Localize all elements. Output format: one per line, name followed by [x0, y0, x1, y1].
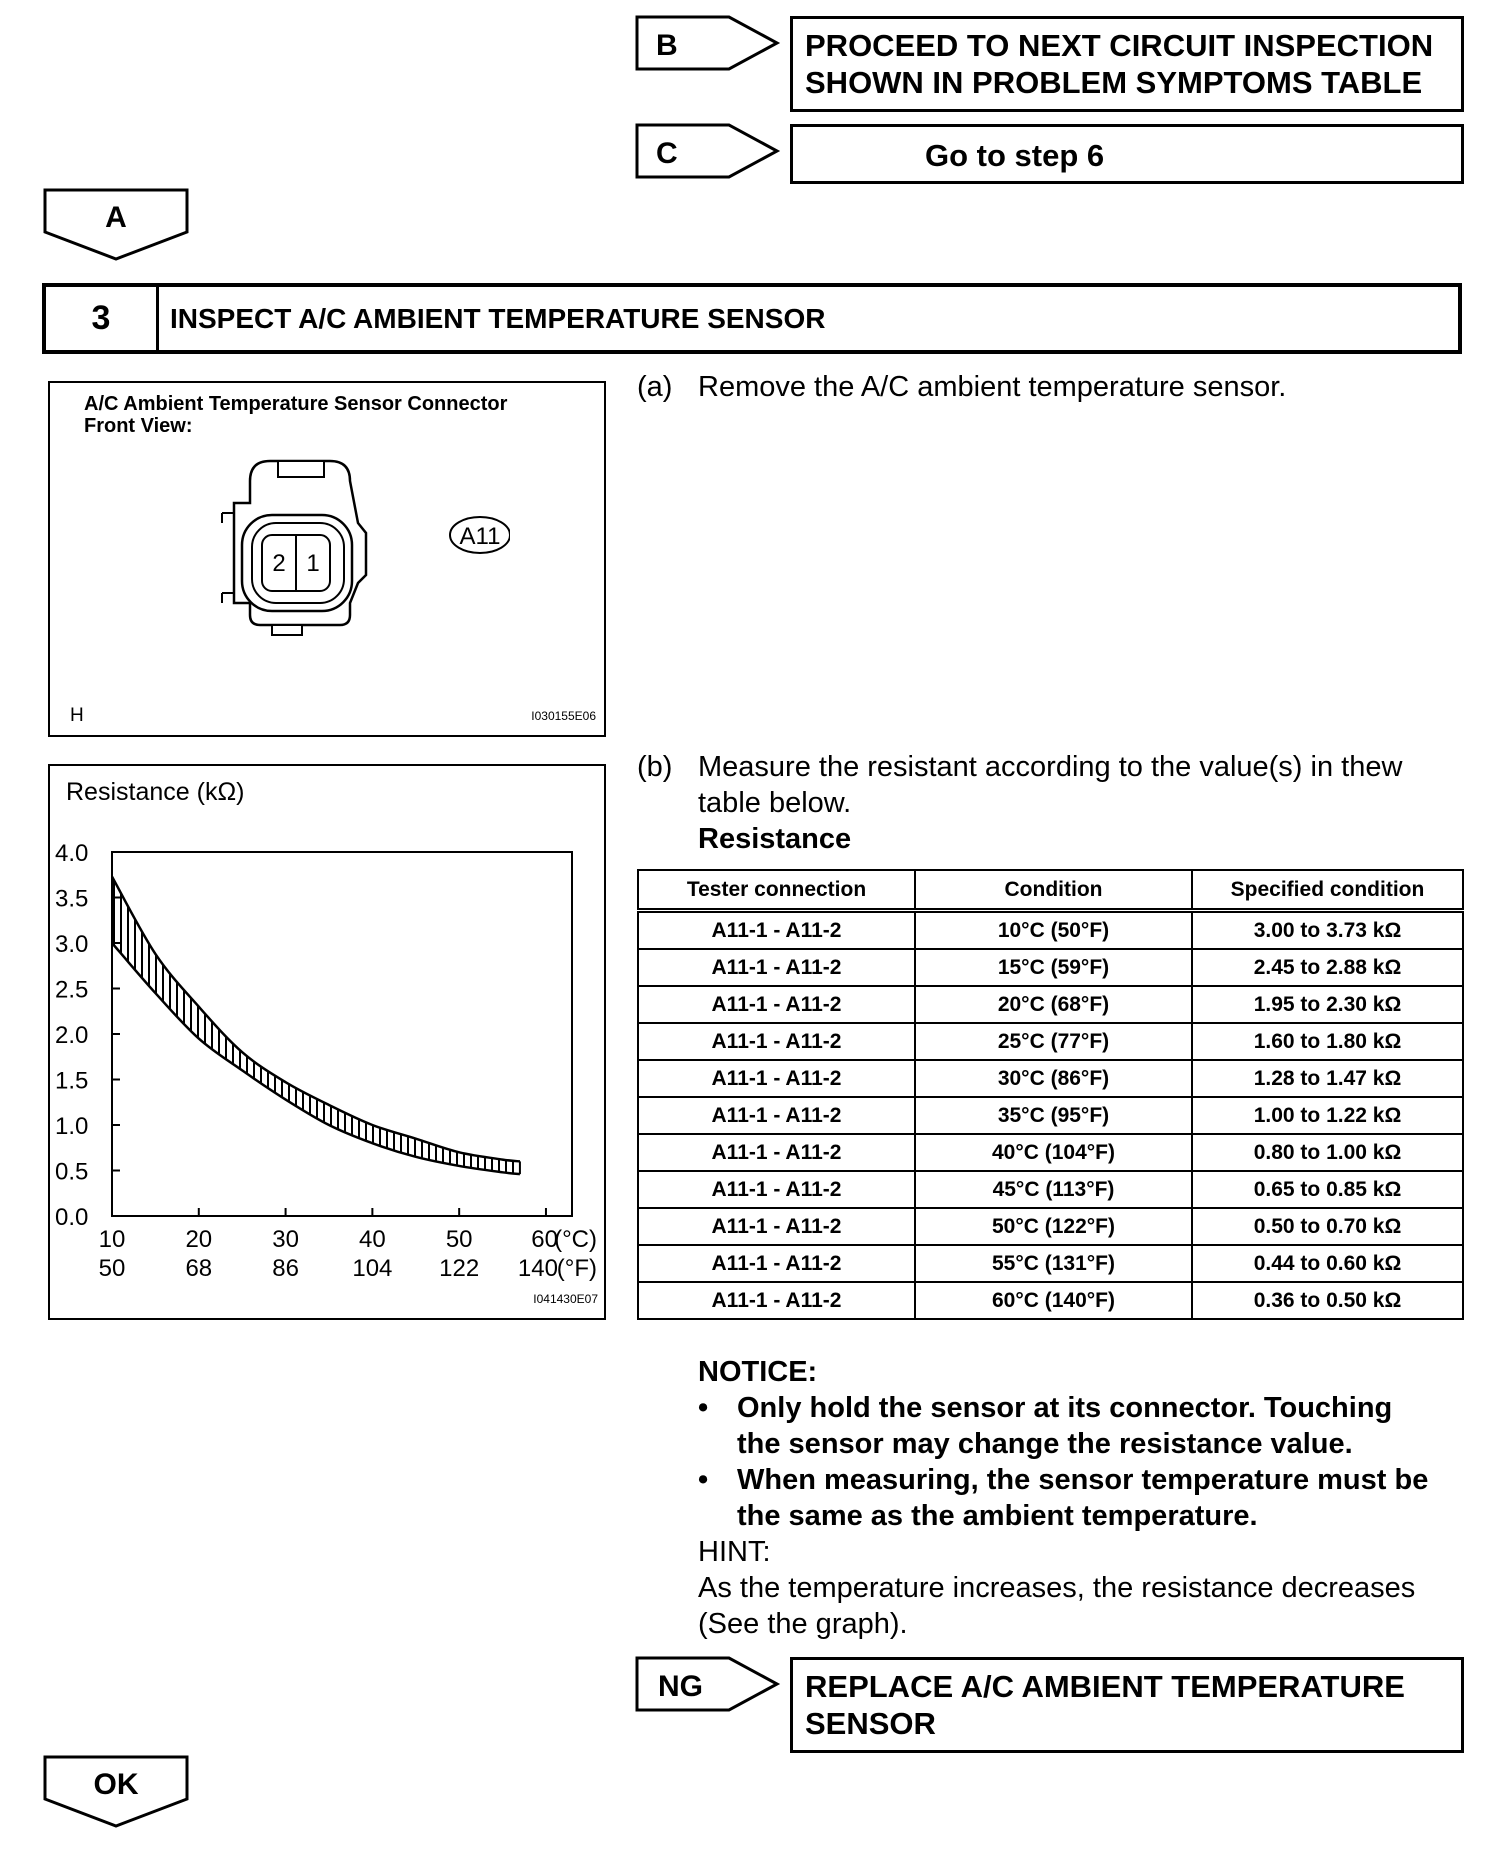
table-row	[638, 1023, 1463, 1060]
step-number: 3	[91, 299, 111, 337]
resistance-chart	[50, 766, 604, 1318]
bullet-icon: •	[698, 1392, 709, 1424]
notice-item1-line1: Only hold the sensor at its connector. Touching	[737, 1392, 1393, 1424]
cell-specified-condition: 1.00 to 1.22 kΩ	[1192, 1097, 1463, 1134]
cell-tester-connection: A11-1 - A11-2	[638, 1282, 915, 1319]
notice-item2-line2: the same as the ambient temperature.	[737, 1500, 1258, 1532]
result-text-b-line1: PROCEED TO NEXT CIRCUIT INSPECTION	[805, 28, 1434, 63]
table-row	[638, 1245, 1463, 1282]
cell-specified-condition: 0.50 to 0.70 kΩ	[1192, 1208, 1463, 1245]
connector-figure-id: I030155E06	[531, 709, 596, 723]
x-axis-ticks	[99, 1208, 558, 1282]
connector-drawing	[210, 453, 510, 653]
table-row	[638, 1060, 1463, 1097]
flow-arrow-ok	[42, 1754, 190, 1830]
flow-arrow-a	[42, 187, 190, 263]
cell-tester-connection: A11-1 - A11-2	[638, 1171, 915, 1208]
cell-condition: 55°C (131°F)	[915, 1245, 1192, 1282]
resistance-table	[637, 869, 1464, 1320]
cell-specified-condition: 0.36 to 0.50 kΩ	[1192, 1282, 1463, 1319]
x-tick-label-fahrenheit: 50	[98, 1255, 126, 1282]
x-unit-celsius: (°C)	[554, 1226, 597, 1253]
cell-condition: 60°C (140°F)	[915, 1282, 1192, 1319]
x-tick-label-celsius: 10	[98, 1226, 126, 1253]
x-tick-label-celsius: 50	[445, 1226, 473, 1253]
x-tick-label-fahrenheit: 68	[185, 1255, 213, 1282]
cell-specified-condition: 0.65 to 0.85 kΩ	[1192, 1171, 1463, 1208]
step-b-marker: (b)	[637, 751, 673, 783]
cell-specified-condition: 3.00 to 3.73 kΩ	[1192, 911, 1463, 950]
header-tester-connection: Tester connection	[638, 870, 915, 911]
resistance-chart-figure	[48, 764, 606, 1320]
cell-tester-connection: A11-1 - A11-2	[638, 949, 915, 986]
x-tick-label-celsius: 60	[531, 1226, 558, 1253]
cell-condition: 45°C (113°F)	[915, 1171, 1192, 1208]
table-row	[638, 1282, 1463, 1319]
table-title: Resistance	[698, 823, 852, 855]
y-tick-label: 1.5	[55, 1067, 89, 1095]
step-title: INSPECT A/C AMBIENT TEMPERATURE SENSOR	[170, 303, 826, 334]
header-specified-condition: Specified condition	[1192, 870, 1463, 911]
x-tick-label-celsius: 20	[185, 1226, 213, 1253]
x-tick-label-fahrenheit: 122	[439, 1255, 480, 1282]
result-box-ng	[790, 1657, 1464, 1753]
result-arrow-ng	[634, 1655, 784, 1713]
step-a-marker: (a)	[637, 371, 673, 403]
y-tick-label: 1.0	[55, 1113, 89, 1140]
cell-tester-connection: A11-1 - A11-2	[638, 986, 915, 1023]
cell-specified-condition: 0.80 to 1.00 kΩ	[1192, 1134, 1463, 1171]
connector-code: A11	[459, 523, 501, 550]
x-tick-label-celsius: 40	[359, 1226, 386, 1253]
connector-figure	[48, 381, 606, 737]
cell-tester-connection: A11-1 - A11-2	[638, 1097, 915, 1134]
cell-tester-connection: A11-1 - A11-2	[638, 1208, 915, 1245]
step-divider	[156, 287, 159, 350]
hint-line2: (See the graph).	[698, 1608, 908, 1640]
cell-specified-condition: 1.28 to 1.47 kΩ	[1192, 1060, 1463, 1097]
table-row	[638, 986, 1463, 1023]
flow-label-ok: OK	[93, 1768, 139, 1801]
cell-condition: 50°C (122°F)	[915, 1208, 1192, 1245]
result-text-c: Go to step 6	[925, 138, 1105, 173]
cell-condition: 25°C (77°F)	[915, 1023, 1192, 1060]
result-text-ng-line2: SENSOR	[805, 1706, 936, 1741]
result-code-b: B	[656, 29, 678, 62]
result-box-b	[790, 16, 1464, 112]
y-axis-ticks	[55, 840, 120, 1231]
table-row	[638, 1134, 1463, 1171]
x-unit-fahrenheit: (°F)	[556, 1255, 597, 1282]
table-row	[638, 1208, 1463, 1245]
cell-specified-condition: 0.44 to 0.60 kΩ	[1192, 1245, 1463, 1282]
cell-specified-condition: 1.60 to 1.80 kΩ	[1192, 1023, 1463, 1060]
y-tick-label: 2.0	[55, 1022, 89, 1049]
result-code-ng: NG	[658, 1670, 703, 1703]
header-condition: Condition	[915, 870, 1192, 911]
cell-condition: 35°C (95°F)	[915, 1097, 1192, 1134]
cell-condition: 15°C (59°F)	[915, 949, 1192, 986]
result-text-b-line2: SHOWN IN PROBLEM SYMPTOMS TABLE	[805, 65, 1423, 100]
resistance-band	[112, 877, 520, 1175]
y-tick-label: 3.0	[55, 931, 89, 958]
step-b-text-line1: Measure the resistant according to the value(s) in thew	[698, 751, 1403, 783]
cell-tester-connection: A11-1 - A11-2	[638, 1245, 915, 1282]
cell-condition: 20°C (68°F)	[915, 986, 1192, 1023]
connector-key-bottom	[272, 625, 302, 635]
notice-item1-line2: the sensor may change the resistance value.	[737, 1428, 1353, 1460]
table-row	[638, 911, 1463, 950]
chart-figure-id: I041430E07	[533, 1292, 598, 1306]
cell-condition: 30°C (86°F)	[915, 1060, 1192, 1097]
cell-tester-connection: A11-1 - A11-2	[638, 1023, 915, 1060]
result-text-ng-line1: REPLACE A/C AMBIENT TEMPERATURE	[805, 1669, 1405, 1704]
cell-tester-connection: A11-1 - A11-2	[638, 1134, 915, 1171]
flow-label-a: A	[105, 201, 127, 234]
hint-title: HINT:	[698, 1536, 771, 1568]
result-arrow-c	[634, 122, 784, 180]
table-row	[638, 1171, 1463, 1208]
hint-line1: As the temperature increases, the resistance decreases	[698, 1572, 1416, 1604]
result-arrow-b	[634, 14, 784, 72]
connector-corner-label: H	[70, 705, 84, 726]
table-row	[638, 1097, 1463, 1134]
cell-tester-connection: A11-1 - A11-2	[638, 1060, 915, 1097]
connector-pin-2: 2	[272, 550, 286, 577]
notice-title: NOTICE:	[698, 1356, 818, 1388]
connector-pin-1: 1	[306, 550, 320, 577]
notice-item2-line1: When measuring, the sensor temperature must be	[737, 1464, 1429, 1496]
x-tick-label-fahrenheit: 140	[517, 1255, 558, 1282]
y-tick-label: 2.5	[55, 976, 89, 1004]
cell-specified-condition: 2.45 to 2.88 kΩ	[1192, 949, 1463, 986]
cell-tester-connection: A11-1 - A11-2	[638, 911, 915, 950]
y-tick-label: 3.5	[55, 885, 89, 913]
connector-latch-top	[278, 461, 324, 477]
bullet-icon: •	[698, 1464, 709, 1496]
y-tick-label: 0.5	[55, 1158, 89, 1186]
step-a-text: Remove the A/C ambient temperature sensor.	[698, 371, 1287, 403]
y-tick-label: 0.0	[55, 1204, 89, 1231]
connector-title-line1: A/C Ambient Temperature Sensor Connector	[84, 393, 508, 415]
step-header	[42, 283, 1462, 354]
table-header-row	[638, 870, 1463, 911]
connector-title-line2: Front View:	[84, 415, 193, 437]
chart-title: Resistance (kΩ)	[66, 778, 245, 806]
table-row	[638, 949, 1463, 986]
step-b-text-line2: table below.	[698, 787, 852, 819]
cell-specified-condition: 1.95 to 2.30 kΩ	[1192, 986, 1463, 1023]
cell-condition: 10°C (50°F)	[915, 911, 1192, 950]
cell-condition: 40°C (104°F)	[915, 1134, 1192, 1171]
y-tick-label: 4.0	[55, 840, 89, 867]
x-tick-label-fahrenheit: 104	[352, 1255, 393, 1282]
result-code-c: C	[656, 137, 678, 170]
x-tick-label-fahrenheit: 86	[272, 1255, 299, 1282]
x-tick-label-celsius: 30	[272, 1226, 299, 1253]
result-box-c	[790, 124, 1464, 184]
